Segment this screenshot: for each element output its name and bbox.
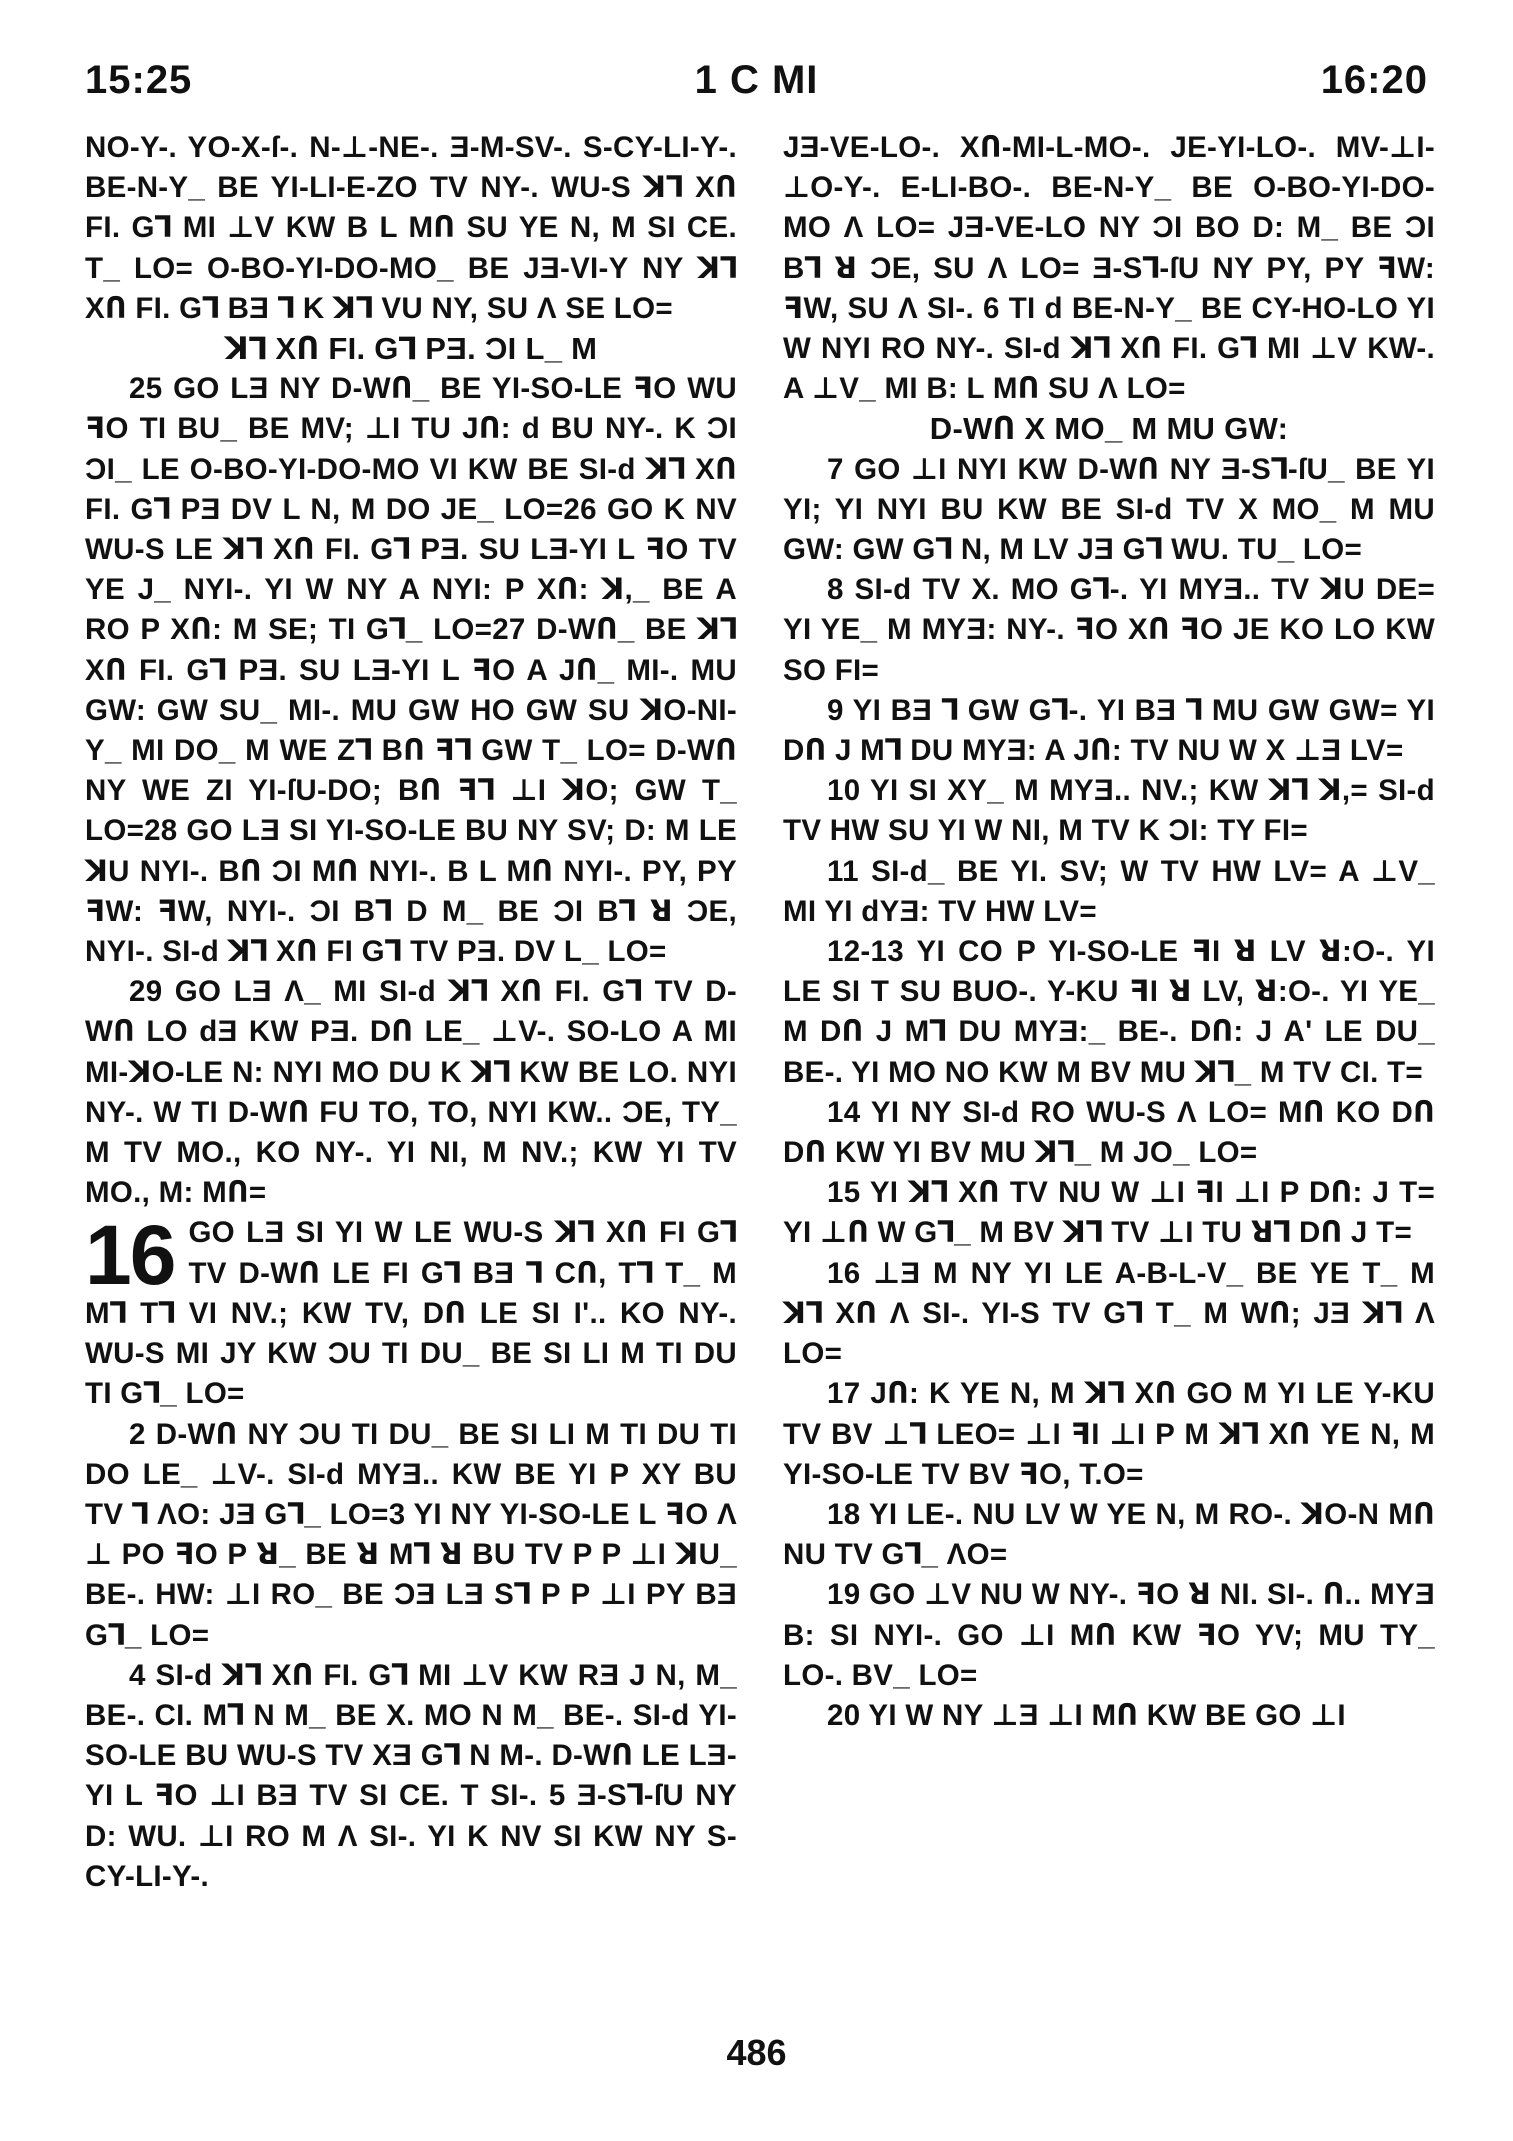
verse-text: YI NY SI-d RO WU-S Λ LO= MՈ KO DՈ DՈ KW YI BV MU ꓘꓶ_ M JO_ LO= [783,1095,1435,1170]
verse-number: 12-13 [827,935,904,969]
verse-text: SI-d_ BE YI. SV; W TV HW LV= A ⊥V_ MI YI dYƎ: TV HW LV= [783,854,1435,928]
paragraph [85,1656,737,1897]
paragraph [783,1575,1435,1696]
verse-text: D-WՈ NY ƆU TI DU_ BE SI LI M TI DU TI DO LE_ ⊥V-. SI-d MYƎ.. KW BE YI P XY BU TV ꓶ ΛO: JƎ Gꓶ_ LO= [85,1417,737,1531]
paragraph [783,1093,1435,1173]
verse-number: 11 [827,854,859,888]
paragraph [783,1495,1435,1575]
paragraph [783,932,1435,1093]
verse-text: D-WՈ_ BE ꓘꓶ XՈ FI. Gꓶ PƎ. SU LƎ-YI L ꟻO A JՈ_ MI-. MU GW: GW SU_ MI-. MU GW HO GW SU ꓘO-NI-Y_ MI DO_ M WE Zꓶ BՈ ꟻꓶ GW T_ LO= D-WՈ NY WE ZI YI-ſU-DO; BՈ ꟻꓶ ⊥I ꓘO; GW T_ LO= [85,613,737,848]
verse-number: 29 [129,975,163,1009]
page-number: 486 [726,2032,787,2073]
verse-text: GO LƎ NY D-WՈ_ BE YI-SO-LE ꟻO WU ꟻO TI BU_ BE MV; ⊥I TU JՈ: d BU NY-. K ƆI ƆI_ LE O-BO-YI-DO-MO VI KW BE SI-d ꓘꓶ XՈ FI. Gꓶ PƎ DV L N, M DO JE_ LO= [85,372,737,526]
verse-text: TI d BE-N-Y_ BE CY-HO-LO YI W NYI RO NY-. SI-d ꓘꓶ XՈ FI. Gꓶ MI ⊥V KW-. A ⊥V_ MI B: L MՈ SU Λ LO= [783,291,1435,406]
header-left-reference: 15:25 [85,58,193,102]
paragraph [783,128,1435,409]
verse-number: 20 [827,1698,861,1732]
paragraph [783,570,1435,691]
paragraph [783,852,1435,932]
verse-text: YI CO P YI-SO-LE ꟻI ꓤ LV ꓤ:O-. YI LE SI T SU BUO-. Y-KU ꟻI ꓤ LV, ꓤ:O-. YI YE_ M DՈ J Mꓶ DU MYƎ:_ BE-. DՈ: J A' LE DU_ BE-. YI MO NO KW M BV MU ꓘꓶ_ M TV CI. T= [783,935,1435,1089]
verse-text: JƎ-VE-LO-. XՈ-MI-L-MO-. JE-YI-LO-. MV-⊥I-⊥O-Y-. E-LI-BO-. BE-N-Y_ BE O-BO-YI-DO-MO Λ LO= JƎ-VE-LO NY ƆI BO D: M_ BE ƆI Bꓶ ꓤ ƆE, SU Λ LO= Ǝ-Sꓶ-ſU NY PY, PY ꟻW: ꟻW, SU Λ SI-. [783,131,1435,325]
paragraph: NO-Y-. YO-X-ſ-. N-⊥-NE-. Ǝ-M-SV-. S-CY-LI-Y-. BE-N-Y_ BE YI-LI-E-ZO TV NY-. WU-S ꓘꓶ XՈ FI. Gꓶ MI ⊥V KW B L MՈ SU YE N, M SI CE. T_ LO= O-BO-YI-DO-MO_ BE JƎ-VI-Y NY ꓘꓶ XՈ FI. Gꓶ BƎ ꓶ K ꓘꓶ VU NY, SU Λ SE LO= [85,131,737,325]
verse-number: 8 [827,573,844,607]
paragraph [85,369,737,972]
chapter-paragraph [85,1208,737,1414]
verse-text: YI LE-. NU LV W YE N, M RO-. ꓘO-N MՈ NU TV Gꓶ_ ΛO= [783,1497,1435,1572]
verse-number: 17 [827,1377,861,1411]
verse-number: 16 [827,1256,861,1290]
verse-text: SI-d ꓘꓶ XՈ FI. Gꓶ MI ⊥V KW RƎ J N, M_ BE-. CI. Mꓶ N M_ BE X. MO N M_ BE-. SI-d YI-SO-LE BU WU-S TV XƎ Gꓶ N M-. D-WՈ LE LƎ-YI L ꟻO ⊥I BƎ TV SI CE. T SI-. [85,1658,737,1813]
verse-number: 9 [827,693,844,727]
verse-number: 25 [129,372,163,406]
verse-number: 5 [548,1779,566,1813]
left-column [85,128,737,1897]
verse-number: 7 [827,452,844,486]
verse-number: 15 [827,1176,861,1210]
verse-number: 18 [827,1497,861,1531]
verse-number: 3 [388,1497,406,1531]
section-heading: ꓘꓶ XՈ FI. Gꓶ PƎ. ƆI L_ M [224,331,598,367]
verse-text: ⊥Ǝ M NY YI LE A-B-L-V_ BE YE T_ M ꓘꓶ XՈ Λ SI-. YI-S TV Gꓶ T_ M WՈ; JƎ ꓘꓶ Λ LO= [783,1256,1435,1371]
verse-text: GO K NV WU-S LE ꓘꓶ XՈ FI. Gꓶ PƎ. SU LƎ-YI L ꟻO TV YE J_ NYI-. YI W NY A NYI: P XՈ: ꓘ,_ BE A RO P XՈ: M SE; TI Gꓶ_ LO= [85,492,737,647]
verse-text: GO LƎ SI YI-SO-LE BU NY SV; D: M LE ꓘU NYI-. BՈ ƆI MՈ NYI-. B L MՈ NYI-. PY, PY ꟻW: ꟻW, NYI-. ƆI Bꓶ D M_ BE ƆI Bꓶ ꓤ ƆE, NYI-. SI-d ꓘꓶ XՈ FI Gꓶ TV PƎ. DV L_ LO= [85,814,737,969]
verse-text: Ǝ-Sꓶ-ſU NY D: WU. ⊥I RO M Λ SI-. YI K NV SI KW NY S-CY-LI-Y-. [85,1779,737,1893]
verse-number: 6 [983,291,1000,325]
verse-text: GO ⊥V NU W NY-. ꟻO ꓤ NI. SI-. Ո.. MYƎ B: SI NYI-. GO ⊥I MՈ KW ꟻO YV; MU TY_ LO-. BV_ LO= [783,1578,1435,1692]
verse-text: GO LƎ SI YI W LE WU-S ꓘꓶ XՈ FI Gꓶ TV D-WՈ LE FI Gꓶ BƎ ꓶ CՈ, Tꓶ T_ M Mꓶ Tꓶ VI NV.; KW TV, DՈ LE SI I'.. KO NY-. WU-S MI JY KW ƆU TI DU_ BE SI LI M TI DU TI Gꓶ_ LO= [85,1216,737,1411]
verse-number: 19 [827,1578,861,1612]
paragraph [85,1415,737,1656]
verse-text: YI SI XY_ M MYƎ.. NV.; KW ꓘꓶ ꓘ,= SI-d TV HW SU YI W NI, M TV K ƆI: TY FI= [783,774,1435,848]
verse-text: GO ⊥I NYI KW D-WՈ NY Ǝ-Sꓶ-ſU_ BE YI YI; YI NYI BU KW BE SI-d TV X MO_ M MU GW: GW Gꓶ N, M LV JƎ Gꓶ WU. TU_ LO= [783,452,1435,567]
header-book-title: 1 C MI [694,58,819,102]
chapter-number: 16 [85,1208,175,1303]
paragraph [783,1374,1435,1495]
verse-text: JՈ: K YE N, M ꓘꓶ XՈ GO M YI LE Y-KU TV BV ⊥ꓶ LEO= ⊥I ꟻI ⊥I P M ꓘꓶ XՈ YE N, M YI-SO-LE TV BV ꟻO, T.O= [783,1377,1435,1491]
verse-text: YI W NY ⊥Ǝ ⊥I MՈ KW BE GO ⊥I [860,1698,1346,1732]
verse-number: 14 [827,1095,861,1129]
header-right-reference: 16:20 [1320,58,1428,102]
verse-number: 10 [827,774,861,808]
paragraph [783,1254,1435,1375]
verse-number: 4 [129,1658,146,1692]
verse-number: 2 [129,1417,146,1451]
verse-text: YI NY YI-SO-LE L ꟻO Λ ⊥ PO ꟻO P ꓤ_ BE ꓤ Mꓶ ꓤ BU TV P P ⊥I ꓘU_ BE-. HW: ⊥I RO_ BE ƆƎ LƎ Sꓶ P P ⊥I PY BƎ Gꓶ_ LO= [85,1497,737,1652]
page-header [85,58,1428,108]
verse-text: YI BƎ ꓶ GW Gꓶ-. YI BƎ ꓶ MU GW GW= YI DՈ J Mꓶ DU MYƎ: A JՈ: TV NU W X ⊥Ǝ LV= [783,693,1435,768]
verse-text: GO LƎ Λ_ MI SI-d ꓘꓶ XՈ FI. Gꓶ TV D-WՈ LO dƎ KW PƎ. DՈ LE_ ⊥V-. SO-LO A MI MI-ꓘO-LE N: NYI MO DU K ꓘꓶ KW BE LO. NYI NY-. W TI D-WՈ FU TO, TO, NYI KW.. ƆE, TY_ M TV MO., KO NY-. YI NI, M NV.; KW YI TV MO., M: MՈ= [85,975,737,1210]
verse-number: 26 [563,492,597,526]
verse-text: SI-d TV X. MO Gꓶ-. YI MYƎ.. TV ꓘU DE= YI YE_ M MYƎ: NY-. ꟻO XՈ ꟻO JE KO LO KW SO FI= [783,573,1435,687]
section-heading: D-WՈ X MO_ M MU GW: [929,411,1289,447]
verse-number: 27 [492,613,526,647]
paragraph [783,450,1435,571]
paragraph [783,691,1435,771]
verse-text: YI ꓘꓶ XՈ TV NU W ⊥I ꟻI ⊥I P DՈ: J T= YI ⊥Ո W Gꓶ_ M BV ꓘꓶ TV ⊥I TU ꓤꓶ DՈ J T= [783,1176,1435,1250]
right-column [783,128,1435,1736]
paragraph [783,1696,1435,1736]
paragraph [783,771,1435,851]
verse-number: 28 [144,814,178,848]
paragraph [85,972,737,1213]
paragraph [783,1173,1435,1253]
